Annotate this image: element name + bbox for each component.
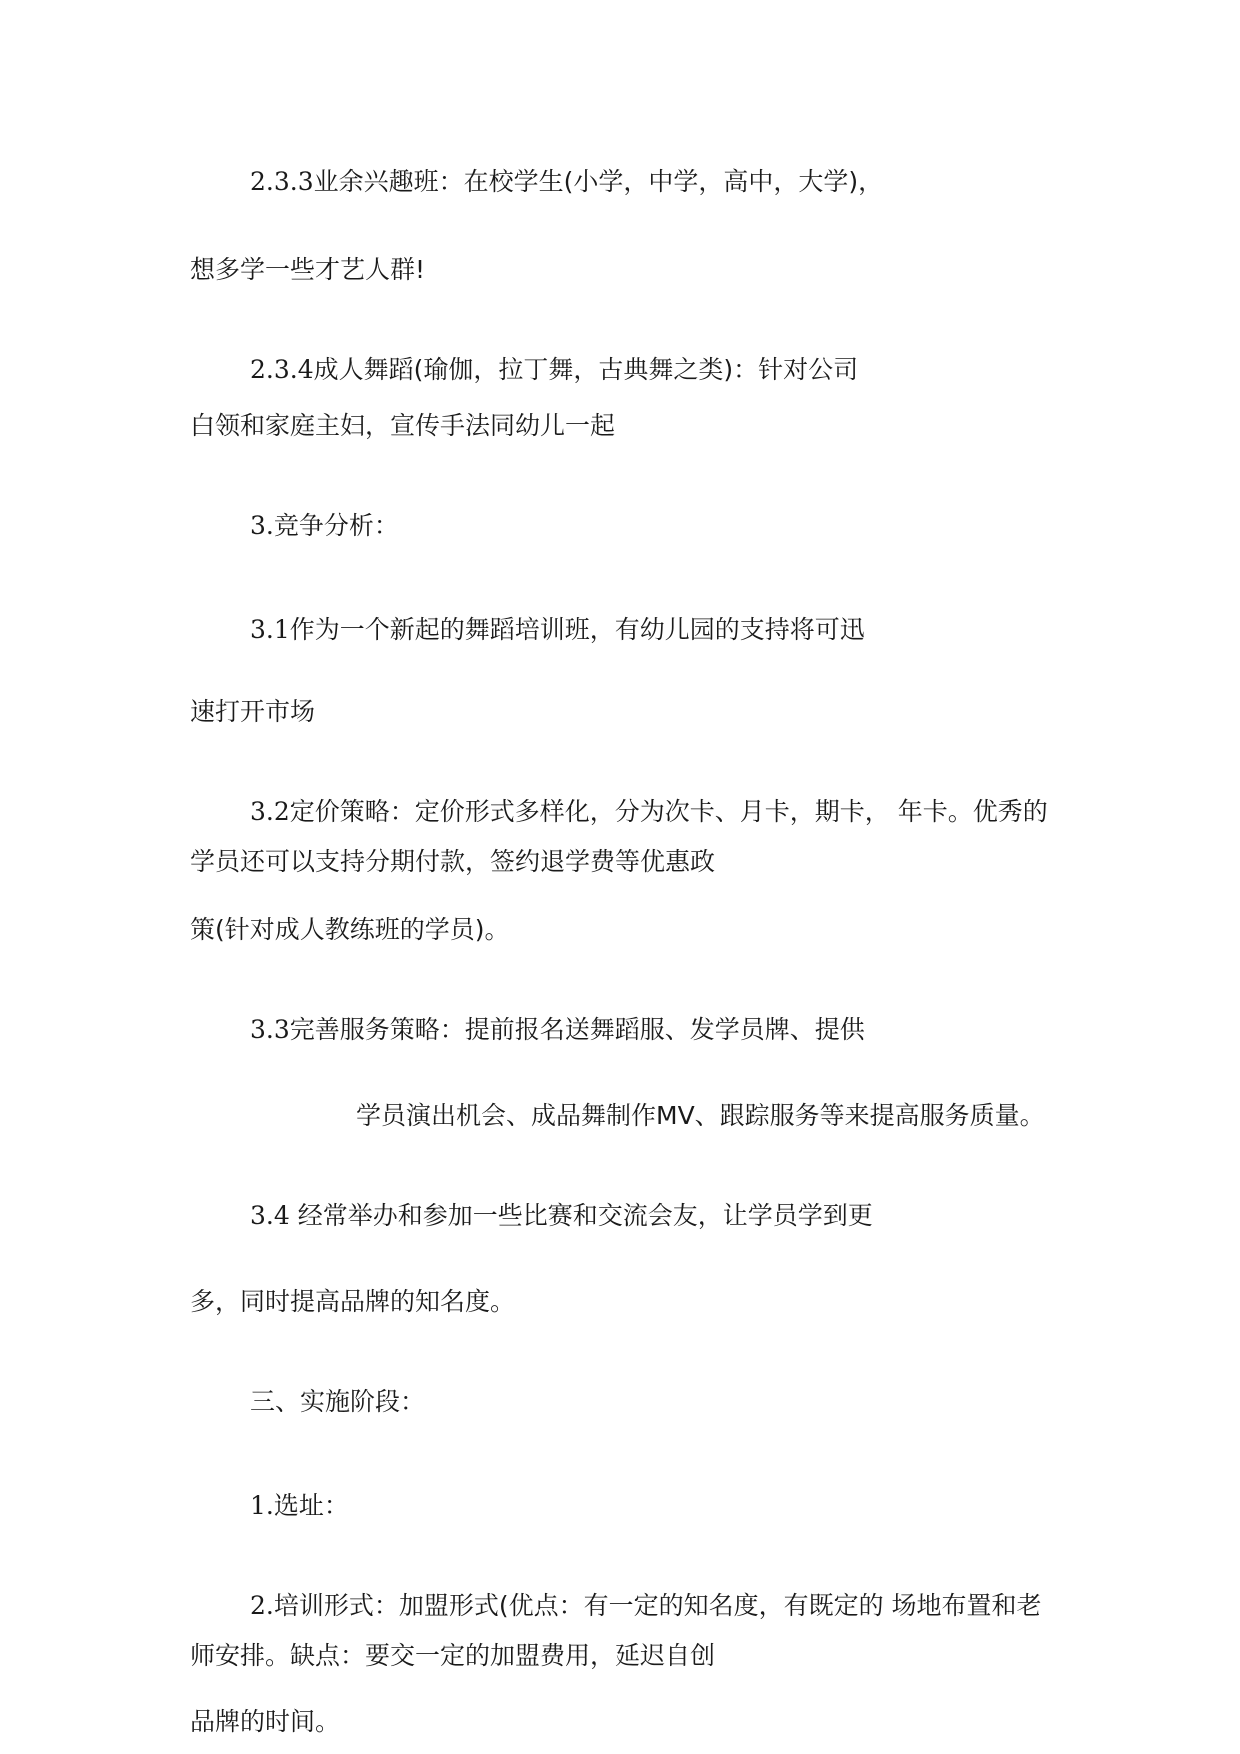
line-text: 想多学一些才艺人群! xyxy=(190,255,426,284)
line-text: 师安排。缺点：要交一定的加盟费用，延迟自创 xyxy=(190,1641,716,1670)
item-number: 3.3 xyxy=(250,1015,290,1044)
text-line-continuation xyxy=(190,254,425,286)
item-number: 3.1 xyxy=(250,615,290,644)
line-text: 定价策略：定价形式多样化，分为次卡、月卡，期卡， 年卡。优秀的 xyxy=(289,797,1048,826)
item-number: 3. xyxy=(250,511,274,540)
text-line-2-3-3 xyxy=(250,166,883,198)
text-line-continuation xyxy=(190,846,715,878)
line-text: 白领和家庭主妇，宣传手法同幼儿一起 xyxy=(190,411,616,440)
item-number: 2. xyxy=(250,1591,274,1620)
text-line-continuation xyxy=(190,1706,340,1738)
text-line-1 xyxy=(250,1490,349,1522)
line-text: 速打开市场 xyxy=(190,697,316,726)
text-line-3-3 xyxy=(250,1014,865,1046)
line-text: 经常举办和参加一些比赛和交流会友，让学员学到更 xyxy=(289,1201,873,1230)
line-text: 完善服务策略：提前报名送舞蹈服、发学员牌、提供 xyxy=(289,1015,865,1044)
item-number: 2.3.3 xyxy=(250,167,314,196)
item-number: 3.4 xyxy=(250,1201,290,1230)
text-line-2 xyxy=(250,1590,1042,1622)
text-line-continuation xyxy=(190,696,315,728)
item-number: 1. xyxy=(250,1491,274,1520)
text-line-3-1 xyxy=(250,614,865,646)
text-line-continuation xyxy=(190,914,510,946)
item-number: 2.3.4 xyxy=(250,355,314,384)
line-text: 品牌的时间。 xyxy=(190,1707,341,1736)
line-text: 学员还可以支持分期付款，签约退学费等优惠政 xyxy=(190,847,716,876)
line-text: 学员演出机会、成品舞制作MV、跟踪服务等来提高服务质量。 xyxy=(356,1101,1045,1130)
line-text: 策(针对成人教练班的学员)。 xyxy=(190,915,510,944)
text-line-3 xyxy=(250,510,399,542)
line-text: 成人舞蹈(瑜伽，拉丁舞，古典舞之类)：针对公司 xyxy=(313,355,859,384)
text-line-continuation xyxy=(190,1640,715,1672)
item-number: 3.2 xyxy=(250,797,290,826)
line-text: 三、实施阶段： xyxy=(250,1387,426,1416)
text-line-3-4 xyxy=(250,1200,873,1232)
text-line-continuation xyxy=(190,1286,515,1318)
line-text: 多，同时提高品牌的知名度。 xyxy=(190,1287,516,1316)
text-line-continuation xyxy=(190,410,615,442)
line-text: 业余兴趣班：在校学生(小学，中学，高中，大学)， xyxy=(313,167,884,196)
line-text: 作为一个新起的舞蹈培训班，有幼儿园的支持将可迅 xyxy=(289,615,865,644)
line-text: 竞争分析： xyxy=(273,511,399,540)
text-line-3-2 xyxy=(250,796,1048,828)
line-text: 培训形式：加盟形式(优点：有一定的知名度，有既定的 场地布置和老 xyxy=(273,1591,1042,1620)
text-line-2-3-4 xyxy=(250,354,858,386)
section-heading xyxy=(250,1386,425,1418)
text-line-continuation xyxy=(356,1100,1045,1132)
line-text: 选址： xyxy=(273,1491,349,1520)
